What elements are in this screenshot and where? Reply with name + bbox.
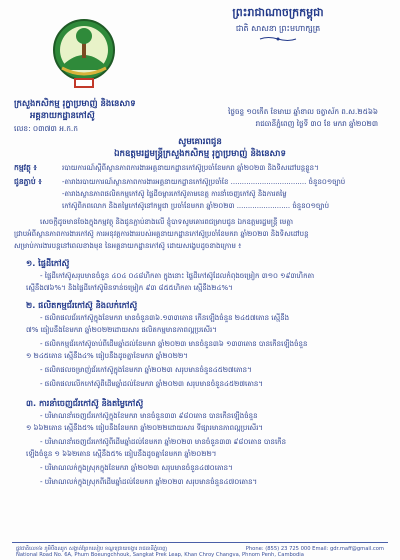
section-line: - ផ្ទៃដីកៅស៊ូសរុបមានចំនួន ៤០៤ ០៤៨ហិកតា ក្នុងនោះ ផ្ទៃដីកៅស៊ូដែលកំពុងចម្រៀក ៣១០ ១៩៣ហិកតា — [40, 272, 315, 280]
section-line: - ផលិតផលជ័រកៅស៊ូក្នុងខែមករា មានចំនួន៣៦.១៣៣តោន កើនឡើងចំនួន ២៤៥៧តោន ស្មើនឹង — [40, 314, 290, 322]
intro-line: សម្រាប់ការងារបន្តនៅពេលខាងមុខ នៃអគ្គនាយកដ្ឋានកៅស៊ូ ដោយសង្ខេបដូចខាងក្រោម ៖ — [14, 242, 242, 250]
section-line: - បរិមាណលក់ក្នុងស្រុកក្នុងខែមករា ឆ្នាំ២០២៣ សរុបមានចំនួន៤៧០តោន។ — [40, 464, 233, 472]
section-line: ១ ២៤៥តោន ស្មើនឹង៤% ធៀបនឹងដូចគ្នាខែមករា ឆ្នាំ២០២២។ — [26, 352, 188, 360]
section-heading: ១. ផ្ទៃដីកៅស៊ូ — [26, 258, 70, 268]
ministry-logo-icon — [52, 18, 116, 92]
section-line: - ផលិតផលលើកកៅស៊ូពីដើមឆ្នាំដល់ខែមករា ឆ្នាំ២០២៣ សរុបមានចំនួន៤៥២៧តោន។ — [40, 380, 263, 388]
section-line: ឡើងចំនួន ១ ៦៦២តោន ស្មើនឹង៥% ធៀបនឹងដូចគ្នាខែមករា ឆ្នាំ២០២២។ — [26, 450, 217, 458]
section-line: - ផលិតកម្មជ័រកៅស៊ូចាប់ពីដើមឆ្នាំដល់ខែមករា ឆ្នាំ២០២៣ មានចំនួន៣៦ ១៣៣តោន បានកើនឡើងចំនួន — [40, 340, 308, 348]
attachment-item: -តារាងស្ថានភាពផលិតកម្មកៅស៊ូ ផ្ទៃដីចម្ការកៅស៊ូតាមខេត្ត ការនាំចេញកៅស៊ូ និងការតម្លៃ — [62, 190, 287, 198]
subject-text: របាយការណ៍ស្តីពីស្ថានភាពការងារអគ្គនាយកដ្ឋានកៅស៊ូប្រចាំខែមករា ឆ្នាំ២០២៣ និងទិសដៅបន្តខ្លួន។ — [62, 164, 319, 172]
department-name: អគ្គនាយកដ្ឋានកៅស៊ូ — [30, 111, 95, 121]
footer-address-kh: ផ្លូវជាតិលេខ៦ ភូមិបឹងឈូក សង្កាត់ព្រែកលៀប ខណ្ឌជ្រោយចង្វារ រាជធានីភ្នំពេញ — [16, 546, 168, 552]
footer-divider — [12, 542, 388, 543]
section-line: - បរិមាណនាំចេញជ័រកៅស៊ូពីដើមឆ្នាំដល់ខែមករា ឆ្នាំ២០២៣ មានចំនួន៣៣ ៩៨០តោន បានកើន — [40, 438, 287, 446]
reference-number: លេខ: ០៣៧៣ អ.ក.ក — [14, 124, 78, 133]
section-line: ៧% ធៀបនឹងខែមករា ឆ្នាំ២០២២ដោយសារ ផលិតកម្មមានភាពល្អប្រសើរ។ — [26, 326, 217, 334]
lunar-date: ថ្ងៃចន្ទ ១០កើត ខែមាឃ ឆ្នាំខាល ចត្វាស័ក ព.ស.២៥៦៦ — [228, 107, 378, 116]
footer-contact: Phone: (855) 23 725 000 Email: gdr.maff@gmail.com — [245, 546, 384, 552]
intro-line: ជ្រាបអំពីស្ថានភាពការងារកៅស៊ូ ការអនុវត្តការងាររបស់អគ្គនាយកដ្ឋានកៅស៊ូប្រចាំខែមករា ឆ្នាំ២០២៣ និងទិសដៅបន្ត — [14, 230, 309, 238]
ornament-divider-icon — [258, 36, 298, 42]
attachment-item: កៅស៊ូពិភពលោក និងតម្លៃកៅស៊ូនៅកម្ពុជា ប្រចាំខែមករា ឆ្នាំ២០២៣ ........................ ចំនួន០១ច្បាប់ — [62, 202, 330, 210]
section-line: - ផលិតផលចម្រាញ់ជ័រកៅស៊ូក្នុងខែមករា ឆ្នាំ២០២៣ សរុបមានចំនួន៤៥២៧តោន។ — [40, 366, 252, 374]
ministry-name: ក្រសួងកសិកម្ម រុក្ខាប្រមាញ់ និងនេសាទ — [14, 99, 136, 109]
section-heading: ២. ផលិតកម្មជ័រកៅស៊ូ និងលក់កៅស៊ូ — [26, 300, 138, 310]
section-line: ស្មើនឹង៧៦%។ និងផ្ទៃដីកៅស៊ូមិនទាន់ចម្រៀក ៩៣ ៨៥៥ហិកតា ស្មើនឹង២៤%។ — [26, 284, 233, 292]
attachment-item: -តារាងរបាយការណ៍ស្ថានភាពការងារអគ្គនាយកដ្ឋានកៅស៊ូប្រចាំខែ .................................. ចំនួន០១ច្បាប់ — [62, 178, 346, 186]
solar-date: រាជធានីភ្នំពេញ ថ្ងៃទី ៣០ ខែ មករា ឆ្នាំ២០២៣ — [255, 119, 378, 128]
section-line: ១ ៦៦២តោន ស្មើនឹង៥% ធៀបនឹងខែមករា ឆ្នាំ២០២២ដោយសារ ទីផ្សារមានភាពល្អប្រសើរ។ — [26, 424, 264, 432]
section-line: - បរិមាណលក់ក្នុងស្រុកពីដើមឆ្នាំដល់ខែមករា ឆ្នាំ២០២៣ សរុបមានចំនួន៤៧០តោន។ — [40, 478, 258, 486]
kingdom-heading: ព្រះរាជាណាចក្រកម្ពុជា — [232, 6, 324, 19]
footer-address-en: National Road No. 6A, Phum Boeungchhouk, Sangkat Prek Leap, Khan Chroy Changva, Phnom Penh, Cambodia — [16, 552, 304, 558]
subject-label: កម្មវត្ថុ ៖ — [14, 163, 37, 172]
recipient: ឯកឧត្តមរដ្ឋមន្ត្រីក្រសួងកសិកម្ម រុក្ខាប្រមាញ់ និងនេសាទ — [114, 149, 286, 159]
salutation: សូមគោរពជូន — [178, 137, 222, 147]
section-heading: ៣. ការនាំចេញជ័រកៅស៊ូ និងតម្លៃកៅស៊ូ — [26, 398, 144, 408]
national-motto: ជាតិ សាសនា ព្រះមហាក្សត្រ — [235, 24, 321, 33]
intro-line: សេចក្តីដូចមានចែងក្នុងកម្មវត្ថុ និងជូនភ្ជាប់ខាងលើ ខ្ញុំបាទសូមគោរពជម្រាបជូន ឯកឧត្តមរដ្ឋមន្ត្រី មេត្តា — [40, 218, 294, 226]
section-line: - បរិមាណនាំចេញជ័រកៅស៊ូក្នុងខែមករា មានចំនួន៣៣ ៩៨០តោន បានកើនឡើងចំនួន — [40, 412, 258, 420]
attachments-label: ជូនភ្ជាប់ ៖ — [14, 177, 42, 186]
